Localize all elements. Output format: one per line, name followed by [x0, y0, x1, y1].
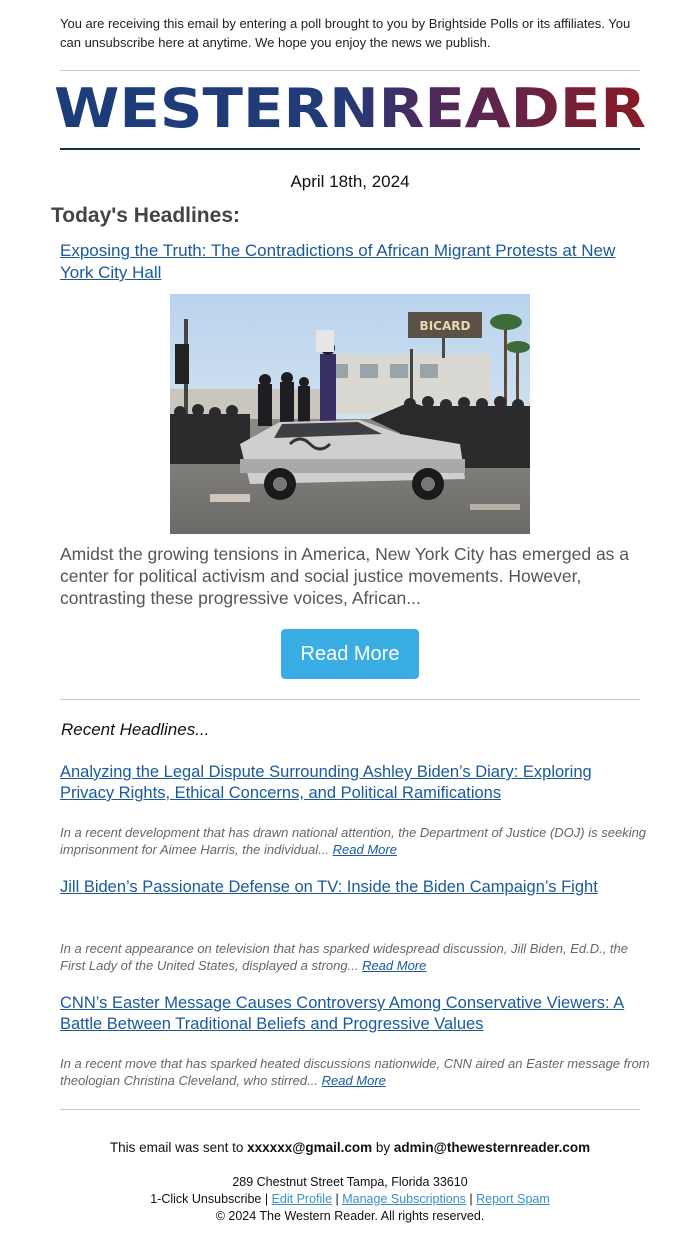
link-separator: | — [332, 1192, 343, 1206]
sender-email: admin@thewesternreader.com — [393, 1140, 591, 1155]
recent-read-more-link[interactable]: Read More — [362, 958, 427, 973]
recent-excerpt-text: In a recent move that has sparked heated discussions nationwide, CNN aired an Easter message from theologian Christina Cleveland, who stirred... — [60, 1056, 650, 1088]
logo-part-reader: READER — [378, 84, 623, 134]
recent-excerpt-text: In a recent development that has drawn national attention, the Department of Justice (DOJ) is seeking imprisonment for Aimee Harris, the individual... — [60, 825, 647, 857]
sent-prefix: This email was sent to — [109, 1140, 248, 1155]
manage-subscriptions-link[interactable]: Manage Subscriptions — [342, 1192, 466, 1206]
read-more-button[interactable]: Read More — [281, 629, 419, 679]
western-reader-logo — [52, 84, 648, 134]
footer-links — [0, 1192, 700, 1206]
issue-date: April 18th, 2024 — [290, 172, 410, 191]
footer-divider — [60, 1109, 640, 1110]
link-separator: | — [465, 1192, 477, 1206]
recent-article-link[interactable]: Jill Biden’s Passionate Defense on TV: Inside the Biden Campaign’s Fight — [60, 878, 598, 896]
report-spam-link[interactable]: Report Spam — [476, 1192, 550, 1206]
sent-by: by — [372, 1140, 394, 1155]
footer-address: 289 Chestnut Street Tampa, Florida 33610 — [232, 1175, 468, 1189]
edit-profile-link[interactable]: Edit Profile — [271, 1192, 333, 1206]
section-divider — [60, 699, 640, 700]
todays-headlines-heading: Today's Headlines: — [51, 204, 240, 227]
unsubscribe-link[interactable]: 1-Click Unsubscribe — [150, 1192, 262, 1206]
footer-copyright: © 2024 The Western Reader. All rights reserved. — [215, 1209, 485, 1223]
billboard-text: BICARD — [419, 319, 471, 333]
recipient-email: xxxxxx@gmail.com — [247, 1140, 373, 1155]
logo-part-western: WESTERN — [54, 84, 350, 134]
recent-article-excerpt — [60, 940, 650, 974]
recent-article-excerpt — [60, 1055, 650, 1089]
logo-underline — [60, 148, 640, 150]
recent-read-more-link[interactable]: Read More — [332, 842, 397, 857]
recent-article-link[interactable]: CNN’s Easter Message Causes Controversy Among Conservative Viewers: A Battle Between Traditional Beliefs and Progressive Values — [60, 994, 625, 1033]
top-divider — [60, 70, 640, 71]
recent-read-more-link[interactable]: Read More — [321, 1073, 386, 1088]
recent-article-link[interactable]: Analyzing the Legal Dispute Surrounding Ashley Biden’s Diary: Exploring Privacy Rights, Ethical Concerns, and Political Ramifications — [60, 763, 592, 802]
recent-excerpt-text: In a recent appearance on television that has sparked widespread discussion, Jill Biden, Ed.D., the First Lady of the United States, displayed a strong... — [60, 941, 629, 973]
main-article-image[interactable] — [170, 294, 530, 534]
recent-headlines-heading: Recent Headlines... — [61, 720, 210, 739]
svg-text:WESTERNREADER — [54, 84, 646, 134]
main-article-link[interactable]: Exposing the Truth: The Contradictions of African Migrant Protests at New York City Hall — [60, 241, 616, 282]
intro-text: You are receiving this email by entering a poll brought to you by Brightside Polls or its affiliates. You can unsubscribe here at anytime. We hope you enjoy the news we publish. — [60, 16, 631, 50]
footer-sent-line — [0, 1140, 700, 1155]
main-article-excerpt: Amidst the growing tensions in America, New York City has emerged as a center for political activism and social justice movements. However, contrasting these progressive voices, African... — [60, 544, 630, 608]
recent-article-excerpt — [60, 824, 650, 858]
link-separator: | — [261, 1192, 272, 1206]
